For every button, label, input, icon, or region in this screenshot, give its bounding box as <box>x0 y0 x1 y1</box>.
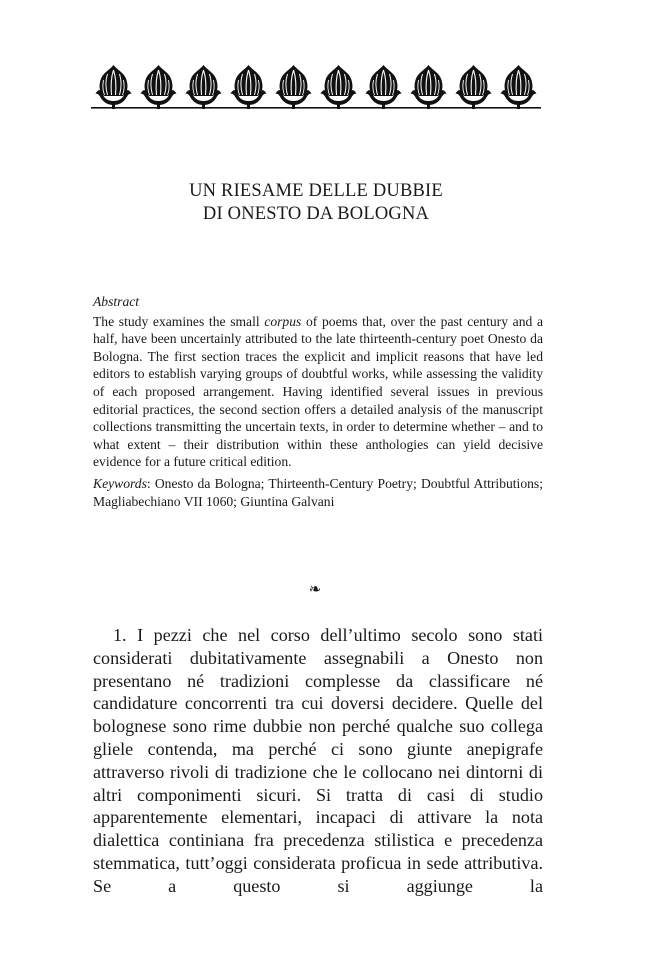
palmette-icon <box>96 65 132 109</box>
body-text <box>93 624 543 898</box>
palmette-icon <box>276 65 312 109</box>
title-line-2: DI ONESTO DA BOLOGNA <box>202 204 430 224</box>
abstract-heading: Abstract <box>93 294 140 309</box>
title-line-1: UN RIESAME DELLE DUBBIE <box>189 181 443 201</box>
abstract-text <box>93 313 543 471</box>
abstract-section <box>93 293 543 510</box>
ornament-row <box>91 60 541 110</box>
abstract-text-start: The study examines the small <box>93 313 265 329</box>
article-title <box>91 180 541 226</box>
abstract-text-rest: of poems that, over the past century and a half, have been uncertainly attributed to the late thirteenth-century poet Onesto da Bologna. The first section traces the explicit and implicit reasons that have led editors to establish varying groups of doubtful works, while assessing the validity of each proposed arrangement. Having identified several issues in previous editorial practices, the second section offers a detailed analysis of the manuscript collections transmitting the uncertain texts, in order to determine whether – and to what extent – their distribution within these anthologies can yield decisive evidence for a future critical edition. <box>93 313 543 470</box>
palmette-icon <box>501 65 537 109</box>
keywords <box>93 475 543 510</box>
body-paragraph: 1. I pezzi che nel corso dell’ultimo secolo sono stati considerati dubitativamente assegnabili a Onesto non presentano né tradizioni complesse da classificare né candidature concorrenti tra cui doversi decidere. Quelle del bolognese sono rime dubbie non perché qualche suo collega gliele contenda, ma perché ci sono giunte anepigrafe attraverso rivoli di tradizione che le collocano nei dintorni di altri componimenti sicuri. Si tratta di casi di studio apparentemente elementari, incapaci di attivare la nota dialettica continiana fra precedenza stilistica e precedenza stemmatica, tutt’oggi considerata proficua in sede attributiva. Se a questo si aggiunge la <box>93 625 543 896</box>
fleuron-icon: ❧ <box>308 580 322 598</box>
palmette-icon <box>411 65 447 109</box>
palmette-icon <box>366 65 402 109</box>
palmette-icon <box>141 65 177 109</box>
keywords-list: : Onesto da Bologna; Thirteenth-Century Poetry; Doubtful Attributions; Magliabechiano VII 1060; Giuntina Galvani <box>93 475 543 509</box>
palmette-icon <box>231 65 267 109</box>
palmette-icon <box>321 65 357 109</box>
ornament-rule <box>91 107 541 109</box>
palmette-icon <box>456 65 492 109</box>
abstract-emphasis: corpus <box>264 313 302 329</box>
keywords-label: Keywords <box>93 475 147 491</box>
palmette-icon <box>186 65 222 109</box>
ornament-band <box>91 60 541 110</box>
